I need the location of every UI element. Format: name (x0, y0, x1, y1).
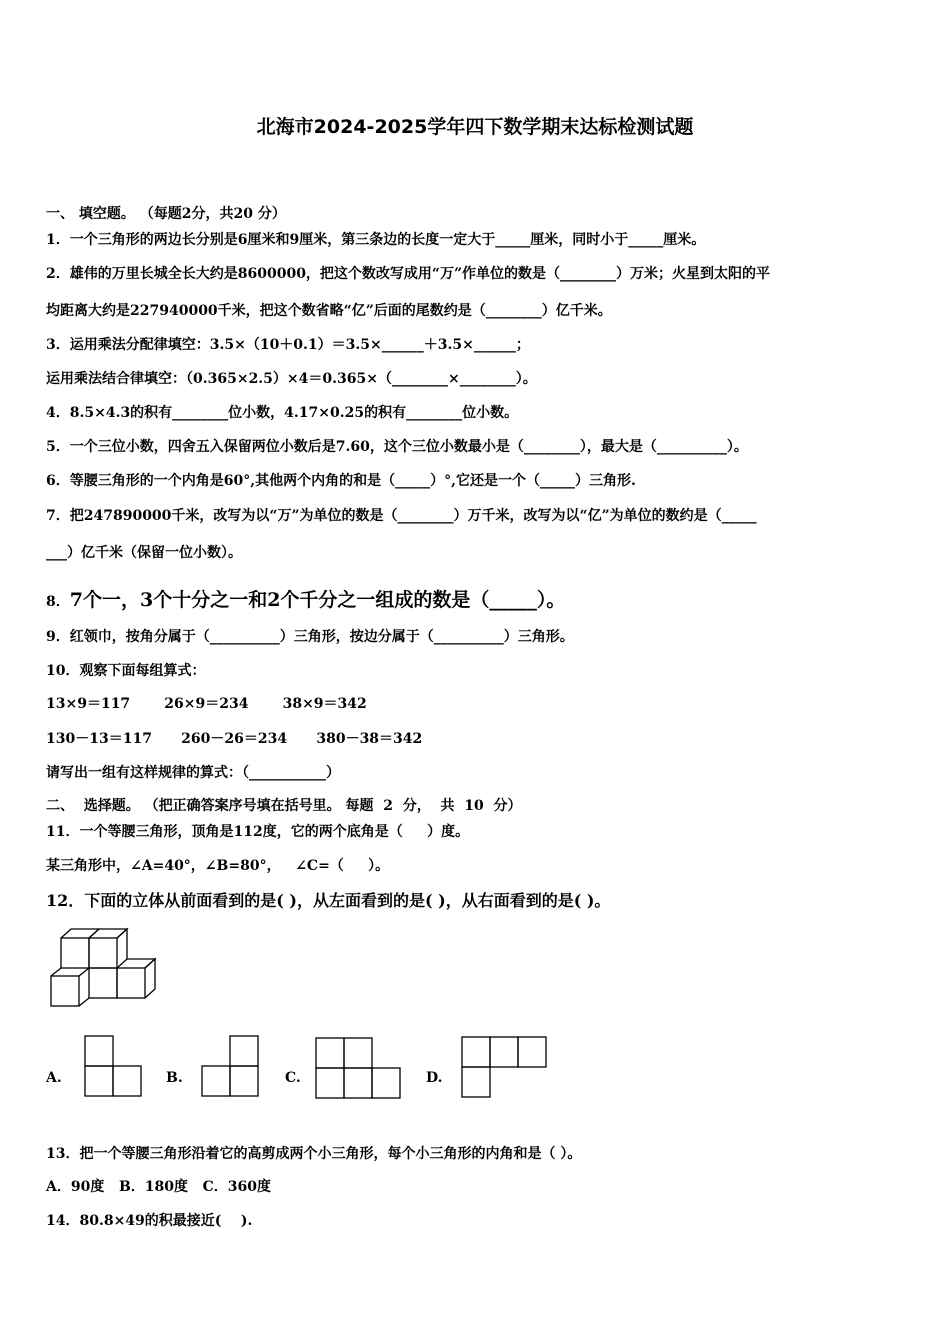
question-3-line2: 运用乘法结合律填空：（0.365×2.5）×4＝0.365×（________×________）。 (46, 371, 537, 387)
section1-header: 一、 填空题。 （每题2分，共20 分） (46, 206, 286, 222)
question-8-number: 8． (46, 594, 70, 610)
option-b-label[interactable]: B. (166, 1070, 183, 1086)
question-10-row1: 13×9＝117 26×9＝234 38×9＝342 (46, 696, 367, 712)
question-3-line1: 3．运用乘法分配律填空：3.5×（10＋0.1）＝3.5×______＋3.5×______； (46, 337, 530, 353)
option-a-label[interactable]: A. (46, 1070, 62, 1086)
option-a-figure[interactable] (83, 1034, 145, 1098)
question-14: 14．80.8×49的积最接近( ). (46, 1213, 253, 1229)
option-b-figure[interactable] (200, 1034, 262, 1098)
question-7-line1: 7．把247890000千米，改写为以“万”为单位的数是（________）万千米，改写为以“亿”为单位的数约是（_____ (46, 508, 757, 524)
question-9: 9．红领巾，按角分属于（__________）三角形，按边分属于（__________）三角形。 (46, 629, 574, 645)
question-13-options: A．90度 B．180度 C．360度 (46, 1179, 272, 1195)
section2-header: 二、 选择题。 （把正确答案序号填在括号里。 每题 2 分， 共 10 分） (46, 798, 522, 814)
option-c-label[interactable]: C. (285, 1070, 301, 1086)
question-13: 13．把一个等腰三角形沿着它的高剪成两个小三角形，每个小三角形的内角和是（ ）。 (46, 1146, 582, 1162)
question-2-line1: 2．雄伟的万里长城全长大约是8600000，把这个数改写成用“万”作单位的数是（________）万米；火星到太阳的平 (46, 266, 771, 282)
cube-stack-figure (46, 926, 161, 1010)
question-4: 4．8.5×4.3的积有________位小数，4.17×0.25的积有________位小数。 (46, 405, 519, 421)
option-d-label[interactable]: D. (426, 1070, 443, 1086)
question-11-line2: 某三角形中，∠A=40°，∠B=80°， ∠C=（ ）。 (46, 858, 390, 874)
question-7-line2: ___）亿千米（保留一位小数）。 (46, 545, 242, 561)
question-10-intro: 10．观察下面每组算式： (46, 663, 206, 679)
option-d-figure[interactable] (459, 1035, 551, 1099)
option-c-figure[interactable] (314, 1036, 406, 1100)
question-8-text: 7个一，3个十分之一和2个千分之一组成的数是（_____）。 (69, 589, 566, 611)
question-10-ask: 请写出一组有这样规律的算式：（___________） (46, 765, 340, 781)
question-10-row2: 130－13＝117 260－26＝234 380－38＝342 (46, 731, 423, 747)
question-8 (46, 585, 565, 612)
question-11-line1: 11．一个等腰三角形，顶角是112度，它的两个底角是（ ）度。 (46, 824, 470, 840)
page-title: 北海市2024-2025学年四下数学期末达标检测试题 (256, 116, 694, 138)
question-5: 5．一个三位小数，四舍五入保留两位小数后是7.60，这个三位小数最小是（________），最大是（__________）。 (46, 439, 748, 455)
question-6: 6．等腰三角形的一个内角是60°,其他两个内角的和是（_____）°,它还是一个（_____）三角形. (46, 473, 636, 489)
question-2-line2: 均距离大约是227940000千米，把这个数省略“亿”后面的尾数约是（________）亿千米。 (46, 303, 612, 319)
question-12: 12．下面的立体从前面看到的是( )，从左面看到的是( )，从右面看到的是( )。 (46, 891, 611, 910)
question-1: 1．一个三角形的两边长分别是6厘米和9厘米，第三条边的长度一定大于_____厘米，同时小于_____厘米。 (46, 232, 706, 248)
